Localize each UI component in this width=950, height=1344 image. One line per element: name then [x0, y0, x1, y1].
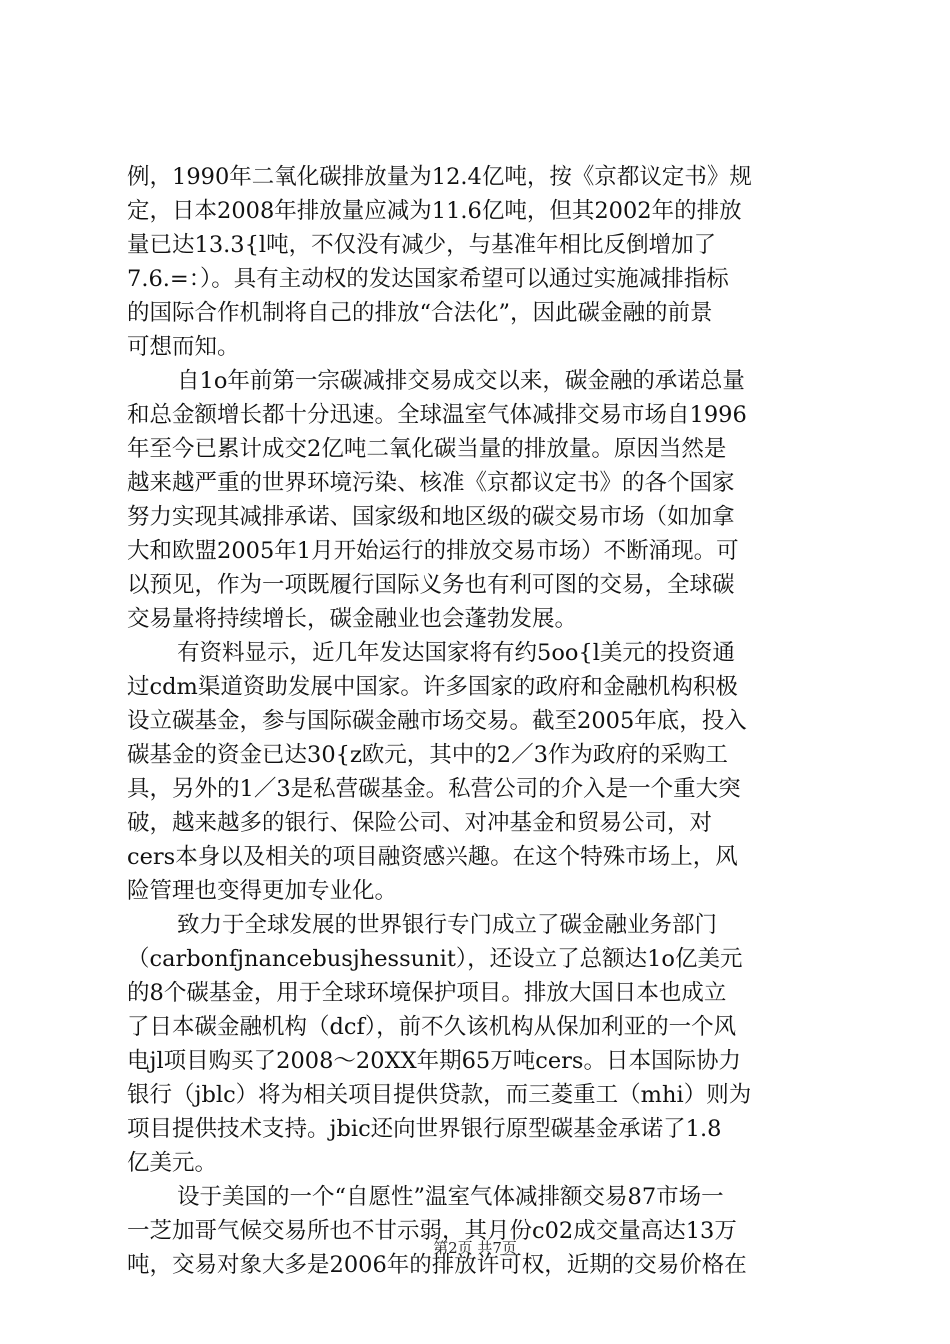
text-line: 险管理也变得更加专业化。 — [127, 878, 398, 904]
body-text — [127, 160, 833, 1282]
text-line: 定，日本2008年排放量应减为11.6亿吨，但其2002年的排放 — [127, 198, 742, 224]
text-line: 和总金额增长都十分迅速。全球温室气体减排交易市场自1996 — [127, 402, 747, 428]
text-line: 设立碳基金，参与国际碳金融市场交易。截至2005年底，投入 — [127, 708, 747, 734]
text-line: 越来越严重的世界环境污染、核准《京都议定书》的各个国家 — [127, 470, 735, 496]
text-line: 具，另外的1／3是私营碳基金。私营公司的介入是一个重大突 — [127, 776, 741, 802]
text-line: 项目提供技术支持。jbic还向世界银行原型碳基金承诺了1.8 — [127, 1116, 722, 1142]
text-line: 交易量将持续增长，碳金融业也会蓬勃发展。 — [127, 606, 578, 632]
text-line: 破，越来越多的银行、保险公司、对冲基金和贸易公司，对 — [127, 810, 713, 836]
paragraph-start-line: 致力于全球发展的世界银行专门成立了碳金融业务部门 — [177, 912, 718, 938]
text-line: 银行（jblc）将为相关项目提供贷款，而三菱重工（mhi）则为 — [127, 1082, 752, 1108]
text-line: 电jl项目购买了2008～20XX年期65万吨cers。日本国际协力 — [127, 1048, 741, 1074]
paragraph-start-line: 设于美国的一个“自愿性”温室气体减排额交易87市场一 — [177, 1184, 724, 1210]
text-line: 过cdm渠道资助发展中国家。许多国家的政府和金融机构积极 — [127, 674, 738, 700]
text-line: cers本身以及相关的项目融资感兴趣。在这个特殊市场上，风 — [127, 844, 738, 870]
text-line: 年至今已累计成交2亿吨二氧化碳当量的排放量。原因当然是 — [127, 436, 727, 462]
paragraph-start-line: 有资料显示，近几年发达国家将有约5oo{l美元的投资通 — [177, 640, 735, 666]
text-line: 以预见，作为一项既履行国际义务也有利可图的交易，全球碳 — [127, 572, 735, 598]
text-line: 大和欧盟2005年1月开始运行的排放交易市场）不断涌现。可 — [127, 538, 739, 564]
text-line: （carbonfjnancebusjhessunit），还设立了总额达1o亿美元 — [127, 946, 743, 972]
text-line: 可想而知。 — [127, 334, 240, 360]
text-line: 例，1990年二氧化碳排放量为12.4亿吨，按《京都议定书》规 — [127, 164, 752, 190]
text-line: 了日本碳金融机构（dcf），前不久该机构从保加利亚的一个风 — [127, 1014, 737, 1040]
text-line: 一芝加哥气候交易所也不甘示弱，其月份c02成交量高达13万 — [127, 1218, 737, 1244]
text-line: 量已达13.3{l吨，不仅没有减少，与基准年相比反倒增加了 — [127, 232, 717, 258]
paragraph-start-line: 自1o年前第一宗碳减排交易成交以来，碳金融的承诺总量 — [177, 368, 745, 394]
page-number: 第2页 共7页 — [433, 1239, 517, 1257]
text-line: 努力实现其减排承诺、国家级和地区级的碳交易市场（如加拿 — [127, 504, 735, 530]
text-line: 亿美元。 — [127, 1150, 218, 1176]
text-line: 碳基金的资金已达30{z欧元，其中的2／3作为政府的采购工 — [127, 742, 728, 768]
text-line: 的国际合作机制将自己的排放“合法化”，因此碳金融的前景 — [127, 300, 713, 326]
text-line: 吨，交易对象大多是2006年的排放许可权，近期的交易价格在 — [127, 1252, 747, 1278]
text-line: 7.6.=：）。具有主动权的发达国家希望可以通过实施减排指标 — [127, 266, 729, 292]
text-line: 的8个碳基金，用于全球环境保护项目。排放大国日本也成立 — [127, 980, 727, 1006]
